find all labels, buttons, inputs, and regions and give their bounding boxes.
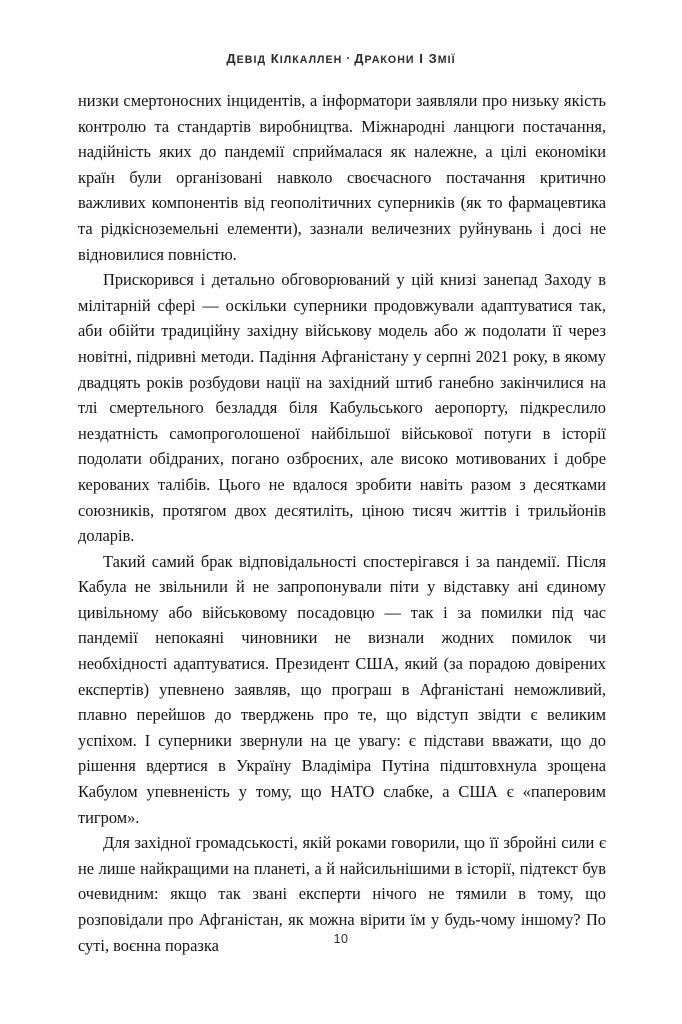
running-head-separator: · [346,53,351,65]
running-head-title [354,51,456,66]
running-head [0,52,682,67]
running-head-author-text: ДЕВІД КІЛКАЛЛЕН [226,51,343,66]
running-head-author [226,51,343,66]
paragraph-4: Для західної громадськості, якій роками говорили, що її збройні сили є не лише найкращими на планеті, а й найсильнішими в історії, підтекст був очевидним: якщо так звані експерти нічого не тямили в тому, що розповідали про Афганістан, як можна вірити їм у будь-чому іншому? По суті, воєнна поразка [78,833,606,955]
paragraph-3: Такий самий брак відповідальності спостерігався і за пандемії. Після Кабула не звільнили й не запропонували піти у відставку ані єдиному цивільному або військовому посадовцю — так і за помилки під час пандемії непокаяні чиновники не визнали жодних помилок чи необхідності адаптуватися. Президент США, який (за порадою довірених експертів) упевнено заявляв, що програш в Афганістані неможливий, плавно перейшов до тверджень про те, що відступ звідти є великим успіхом. І суперники звернули на це увагу: є підстави вважати, що до рішення вдертися в Україну Владіміра Путіна підштовхнула зрощена Кабулом упевненість у тому, що НАТО слабке, а США є «паперовим тигром». [78,551,606,827]
body-text [78,88,606,958]
page-number: 10 [333,932,349,946]
running-head-title-text: ДРАКОНИ І ЗМІЇ [354,51,456,66]
paragraph-2: Прискорився і детально обговорюваний у цій книзі занепад Заходу в мілітарній сфері — оскільки суперники продовжували адаптуватися так, аби обійти традиційну західну військову модель або ж подолати її через новітні, підривні методи. Падіння Афганістану у серпні 2021 року, в якому двадцять років розбудови нації на західний штиб ганебно закінчилися на тлі смертельного безладдя біля Кабульського аеропорту, підкреслило нездатність самопроголошеної найбільшої військової потуги в історії подолати обідраних, погано озброєних, але високо мотивованих і добре керованих талібів. Цього не вдалося зробити навіть разом з десятками союзників, протягом двох десятиліть, ціною тисяч життів і трильйонів доларів. [78,270,606,546]
paragraph-1: низки смертоносних інцидентів, а інформатори заявляли про низьку якість контролю та стандартів виробництва. Міжнародні ланцюги постачання, надійність яких до пандемії сприймалася як належне, а цілі економіки країн були організовані навколо своєчасного постачання критично важливих компонентів від геополітичних суперників (як то фармацевтика та рідкісноземельні елементи), зазнали величезних руйнувань і досі не відновилися повністю. [78,91,606,264]
